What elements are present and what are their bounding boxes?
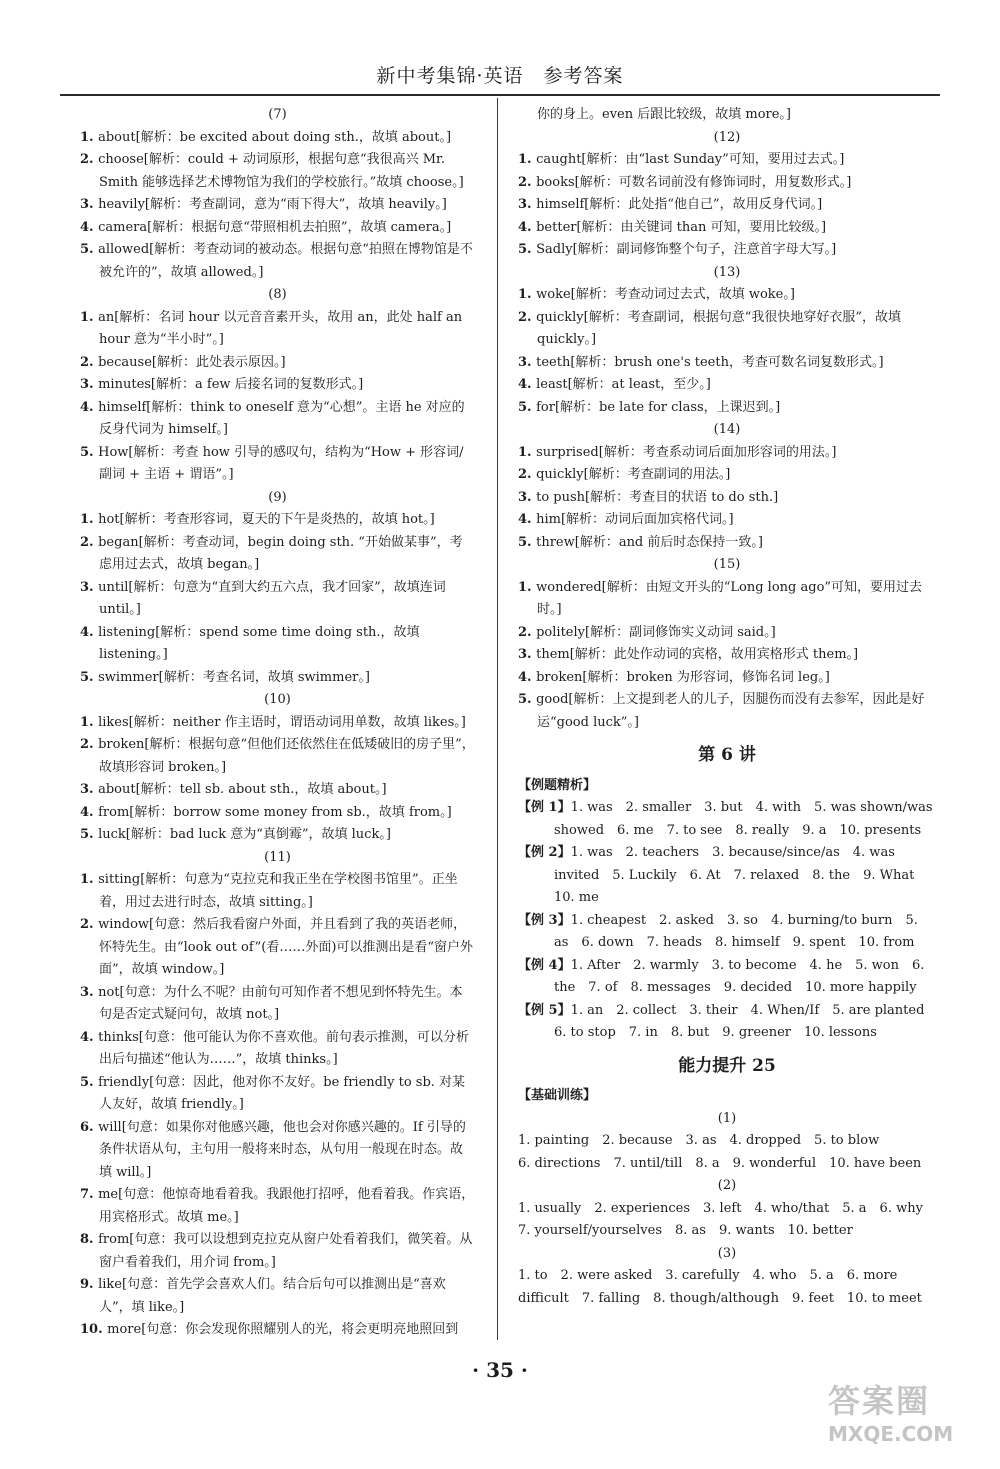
left-column (80, 104, 475, 1342)
answer-item: 1. likes[解析：neither 作主语时，谓语动词用单数，故填 likes。] (80, 714, 466, 730)
example-item (518, 910, 936, 955)
answer-item: 3. himself[解析：此处指“他自己”，故用反身代词。] (518, 197, 823, 212)
answer-item: 5. allowed[解析：考查动词的被动态。根据句意“拍照在博物馆是不被允许的”，故填 allowed。] (80, 242, 473, 280)
item-number: 3. (80, 579, 99, 595)
section-title: (14) (713, 422, 741, 437)
header-title: 新中考集锦·英语 参考答案 (376, 65, 624, 87)
answer-item: 3. until[解析：句意为“直到大约五六点，我才回家”，故填连词 until。] (80, 579, 446, 617)
answer-item: 1. surprised[解析：考查系动词后面加形容词的用法。] (518, 444, 837, 460)
example-answers: 1. After 2. warmly 3. to become 4. he 5. won 6. the 7. of 8. messages 9. decided 10. more happily (554, 957, 925, 995)
example-item (518, 1000, 936, 1045)
page-number: · 35 · (472, 1358, 528, 1382)
section-title: (3) (717, 1245, 737, 1261)
answer-item: 10. more[句意：你会发现你照耀别人的光，将会更明亮地照回到 (80, 1322, 459, 1337)
answer-item: 2. began[解析：考查动词，begin doing sth. “开始做某事”，考虑用过去式，故填 began。] (80, 534, 463, 572)
item-number: 5. (518, 534, 537, 550)
item-number: 7. (80, 1187, 99, 1202)
section-title: (1) (717, 1110, 737, 1126)
answer-item: 1. caught[解析：由“last Sunday”可知，要用过去式。] (518, 152, 845, 167)
answer-line: 6. directions 7. until/till 8. a 9. wonderful 10. have been (518, 1155, 922, 1171)
example-answers: 1. cheapest 2. asked 3. so 4. burning/to burn 5. as 6. down 7. heads 8. himself 9. spent 10. from (554, 912, 918, 950)
column-divider (497, 98, 498, 1340)
section-title: (12) (713, 129, 741, 145)
item-number: 5. (80, 444, 99, 460)
answer-list (80, 509, 475, 689)
example-label: 【例 5】 (518, 1002, 571, 1018)
answer-line: difficult 7. falling 8. though/although 9. feet 10. to meet (518, 1290, 922, 1306)
answer-item: 2. quickly[解析：考查副词的用法。] (518, 467, 731, 482)
item-number: 5. (80, 242, 99, 257)
section-title: (10) (264, 692, 291, 707)
answer-list (80, 712, 475, 847)
answer-item: 9. like[句意：首先学会喜欢人们。结合后句可以推测出是“喜欢人”，填 like。] (80, 1277, 446, 1315)
answer-item: 3. minutes[解析：a few 后接名词的复数形式。] (80, 377, 364, 392)
section-heading-ability: 能力提升 25 (678, 1055, 776, 1076)
watermark-logo (828, 1380, 988, 1460)
item-number: 5. (80, 1074, 99, 1090)
answer-item: 1. wondered[解析：由短文开头的“Long long ago”可知，要用过去时。] (518, 579, 923, 617)
answer-line: 1. painting 2. because 3. as 4. dropped 5. to blow (518, 1133, 880, 1148)
item-number: 3. (80, 197, 99, 212)
example-answers: 1. was 2. teachers 3. because/since/as 4. was invited 5. Luckily 6. At 7. relaxed 8. the 9. What 10. me (554, 845, 928, 905)
answer-item: 3. not[句意：为什么不呢？由前句可知作者不想见到怀特先生。本句是否定式疑问句，故填 not。] (80, 984, 463, 1022)
answer-item: 4. camera[解析：根据句意“带照相机去拍照”，故填 camera。] (80, 219, 452, 235)
example-item (518, 842, 936, 910)
item-number: 5. (80, 669, 99, 685)
example-answers: 1. an 2. collect 3. their 4. When/If 5. are planted 6. to stop 7. in 8. but 9. greener 10. lessons (554, 1002, 938, 1040)
answer-item: 3. heavily[解析：考查副词，意为“雨下得大”，故填 heavily。] (80, 197, 447, 212)
answer-item: 3. them[解析：此处作动词的宾格，故用宾格形式 them。] (518, 647, 859, 662)
item-number: 4. (80, 399, 99, 415)
example-label: 【例 3】 (518, 912, 571, 928)
answer-item: 4. least[解析：at least，至少。] (518, 377, 711, 392)
section-title: (15) (713, 557, 741, 572)
example-list (518, 797, 936, 1045)
item-number: 1. (518, 287, 537, 302)
section-title: (8) (268, 287, 287, 302)
example-answers: 1. was 2. smaller 3. but 4. with 5. was shown/was showed 6. me 7. to see 8. really 9. a 10. presents (554, 800, 933, 838)
item-number: 4. (518, 377, 537, 392)
item-number: 1. (518, 579, 537, 595)
item-number: 3. (80, 782, 99, 797)
item-number: 4. (80, 219, 99, 235)
item-number: 1. (80, 129, 99, 145)
answer-item: 4. better[解析：由关键词 than 可知，要用比较级。] (518, 219, 827, 235)
item-number: 3. (518, 354, 537, 370)
answer-item: 2. because[解析：此处表示原因。] (80, 354, 286, 370)
answer-line: 1. usually 2. experiences 3. left 4. who/that 5. a 6. why (518, 1200, 923, 1216)
answer-item: 3. about[解析：tell sb. about sth.，故填 about。] (80, 782, 387, 797)
answer-item: 5. friendly[句意：因此，他对你不友好。be friendly to sb. 对某人友好，故填 friendly。] (80, 1074, 466, 1112)
answer-item: 2. choose[解析：could + 动词原形，根据句意“我很高兴 Mr. Smith 能够选择艺术博物馆为我们的学校旅行。”故填 choose。] (80, 152, 464, 190)
item-number: 8. (80, 1232, 99, 1247)
item-number: 3. (80, 377, 99, 392)
answer-item: 3. teeth[解析：brush one's teeth，考查可数名词复数形式。] (518, 354, 884, 370)
answer-item: 6. will[句意：如果你对他感兴趣，他也会对你感兴趣的。If 引导的条件状语从句，主句用一般将来时态，从句用一般现在时态。故填 will。] (80, 1119, 466, 1180)
answer-item: 5. threw[解析：and 前后时态保持一致。] (518, 534, 763, 550)
answer-item: 7. me[句意：他惊奇地看着我。我跟他打招呼，他看着我。作宾语，用宾格形式。故填 me。] (80, 1187, 475, 1225)
item-number: 4. (80, 804, 99, 820)
answer-list (518, 149, 936, 262)
item-number: 3. (518, 197, 537, 212)
section-title: (13) (713, 264, 741, 280)
answer-list (80, 307, 475, 487)
answer-item: 4. himself[解析：think to oneself 意为“心想”。主语 he 对应的反身代词为 himself。] (80, 399, 465, 437)
subsection-heading: 【例题精析】 (518, 777, 597, 793)
item-number: 6. (80, 1119, 99, 1135)
right-column (518, 104, 936, 1310)
item-number: 3. (518, 489, 537, 505)
example-label: 【例 1】 (518, 800, 571, 815)
answer-list (518, 284, 936, 419)
section-title: (11) (264, 849, 291, 865)
section-title: (9) (268, 489, 287, 505)
item-number: 9. (80, 1277, 99, 1292)
answer-item: 5. swimmer[解析：考查名词，故填 swimmer。] (80, 669, 370, 685)
answer-item: 2. politely[解析：副词修饰实义动词 said。] (518, 624, 776, 640)
answer-item: 2. broken[解析：根据句意“但他们还依然住在低矮破旧的房子里”，故填形容词 broken。] (80, 737, 475, 775)
continued-text: 你的身上。even 后跟比较级，故填 more。] (537, 107, 792, 122)
answer-list (518, 577, 936, 735)
answer-item: 8. from[句意：我可以设想到克拉克从窗户处看着我们，微笑着。从窗户看着我们，用介词 from。] (80, 1232, 473, 1270)
answer-item: 1. about[解析：be excited about doing sth.，故填 about。] (80, 129, 452, 145)
answer-item: 5. luck[解析：bad luck 意为“真倒霉”，故填 luck。] (80, 827, 391, 842)
item-number: 2. (80, 354, 99, 370)
answer-item: 2. books[解析：可数名词前没有修饰词时，用复数形式。] (518, 174, 852, 190)
watermark-url: MXQE.COM (828, 1422, 954, 1446)
item-number: 3. (80, 984, 99, 1000)
item-number: 2. (80, 917, 99, 932)
item-number: 4. (80, 1029, 99, 1045)
section-title: (2) (717, 1178, 737, 1193)
answer-item: 1. sitting[解析：句意为“克拉克和我正坐在学校图书馆里”。正坐着，用过去进行时态，故填 sitting。] (80, 872, 458, 910)
item-number: 4. (518, 512, 537, 527)
answer-list (80, 127, 475, 285)
answer-item: 4. broken[解析：broken 为形容词，修饰名词 leg。] (518, 669, 830, 685)
item-number: 1. (80, 309, 99, 325)
example-item (518, 797, 936, 842)
answer-line: 7. yourself/yourselves 8. as 9. wants 10. better (518, 1223, 853, 1238)
item-number: 1. (80, 512, 99, 527)
answer-item: 4. thinks[句意：他可能认为你不喜欢他。前句表示推测，可以分析出后句描述“他认为……”，故填 thinks。] (80, 1029, 469, 1067)
item-number: 4. (518, 219, 537, 235)
section-title: (7) (268, 107, 287, 122)
answer-item: 1. hot[解析：考查形容词，夏天的下午是炎热的，故填 hot。] (80, 512, 435, 527)
answer-item: 2. window[句意：然后我看窗户外面，并且看到了我的英语老师，怀特先生。由“look out of”(看……外面)可以推测出是看“窗户外面”，故填 window。] (80, 917, 474, 977)
lecture-title: 第 6 讲 (698, 745, 756, 765)
item-number: 1. (80, 872, 99, 887)
item-number: 2. (80, 534, 99, 550)
item-number: 4. (518, 669, 537, 685)
answer-item: 4. from[解析：borrow some money from sb.，故填 from。] (80, 804, 452, 820)
page-header (60, 58, 940, 96)
item-number: 10. (80, 1322, 108, 1337)
answer-item: 3. to push[解析：考查目的状语 to do sth.] (518, 489, 779, 505)
answer-item: 5. How[解析：考查 how 引导的感叹句，结构为“How + 形容词/副词 + 主语 + 谓语”。] (80, 444, 464, 482)
watermark-text: 答案圈 (828, 1382, 931, 1420)
item-number: 4. (80, 624, 99, 640)
item-number: 5. (518, 399, 537, 415)
item-number: 2. (518, 174, 537, 190)
example-label: 【例 4】 (518, 957, 571, 973)
item-number: 5. (518, 692, 537, 707)
answer-item: 5. for[解析：be late for class，上课迟到。] (518, 399, 781, 415)
answer-item: 2. quickly[解析：考查副词，根据句意“我很快地穿好衣服”，故填 quickly。] (518, 309, 901, 347)
item-number: 2. (80, 737, 99, 752)
answer-item: 4. listening[解析：spend some time doing sth.，故填 listening。] (80, 624, 420, 662)
item-number: 1. (80, 714, 99, 730)
item-number: 2. (518, 467, 537, 482)
answer-item: 4. him[解析：动词后面加宾格代词。] (518, 512, 734, 527)
answer-item: 1. an[解析：名词 hour 以元音音素开头，故用 an，此处 half an hour 意为“半小时”。] (80, 309, 463, 347)
item-number: 3. (518, 647, 537, 662)
subsection-heading: 【基础训练】 (518, 1088, 597, 1103)
item-number: 2. (80, 152, 99, 167)
answer-list (80, 869, 475, 1342)
item-number: 5. (518, 242, 537, 257)
example-item (518, 955, 936, 1000)
answer-item: 5. good[解析：上文提到老人的儿子，因腿伤而没有去参军，因此是好运“good luck”。] (518, 692, 925, 730)
item-number: 1. (518, 444, 537, 460)
answer-item: 5. Sadly[解析：副词修饰整个句子，注意首字母大写。] (518, 242, 837, 257)
example-label: 【例 2】 (518, 845, 571, 860)
item-number: 1. (518, 152, 537, 167)
answer-list (518, 442, 936, 555)
answer-item: 1. woke[解析：考查动词过去式，故填 woke。] (518, 287, 795, 302)
item-number: 2. (518, 624, 537, 640)
answer-line: 1. to 2. were asked 3. carefully 4. who 5. a 6. more (518, 1268, 898, 1283)
item-number: 5. (80, 827, 99, 842)
item-number: 2. (518, 309, 537, 325)
